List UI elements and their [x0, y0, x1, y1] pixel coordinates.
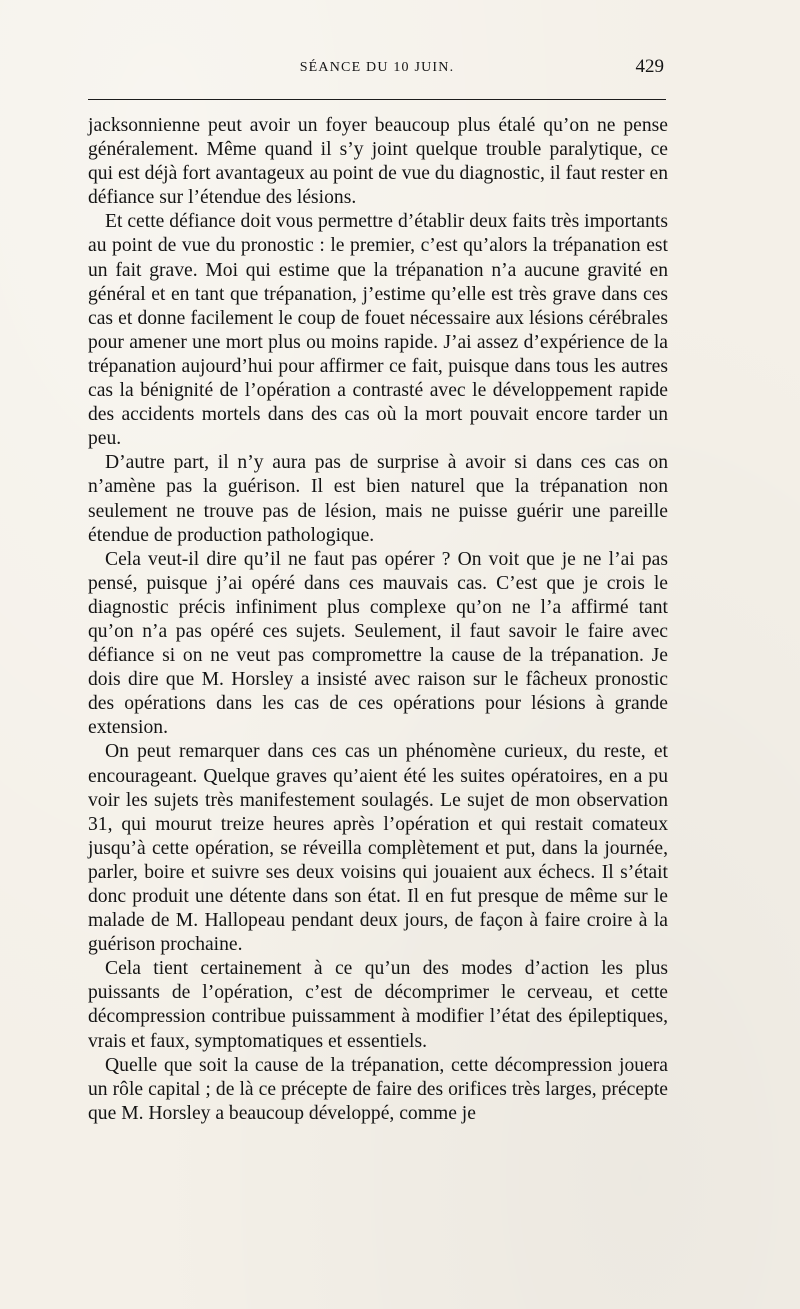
paragraph: Quelle que soit la cause de la trépanation, cette décompression jouera un rôle capital ; de là ce précepte de faire des orifices très larges, précepte que M. Horsley a beaucoup développé, comme je [88, 1054, 668, 1124]
paragraph: On peut remarquer dans ces cas un phénomène curieux, du reste, et encourageant. Quelque graves qu’aient été les suites opératoires, en a pu voir les sujets très manifestement soulagés. Le sujet de mon observation 31, qui mourut treize heures après l’opération et qui restait comateux jusqu’à cette opération, se réveilla complètement et put, dans la journée, parler, boire et suivre ses deux voisins qui jouaient aux échecs. Il s’était donc produit une détente dans son état. Il en fut presque de même sur le malade de M. Hallopeau pendant deux jours, de façon à faire croire à la guérison prochaine. [88, 741, 668, 956]
paragraph: D’autre part, il n’y aura pas de surprise à avoir si dans ces cas on n’amène pas la guérison. Il est bien naturel que la trépanation non seulement ne trouve pas de lésion, mais ne puisse guérir une pareille étendue de production pathologique. [88, 452, 668, 546]
page-number: 429 [635, 56, 664, 77]
page-header [88, 56, 666, 88]
paragraph: Cela tient certainement à ce qu’un des modes d’action les plus puissants de l’opération, c’est de décomprimer le cerveau, et cette décompression contribue puissamment à modifier l’état des épileptiques, vrais et faux, symptomatiques et essentiels. [88, 958, 668, 1052]
body-text [88, 114, 668, 1126]
header-rule [88, 99, 666, 100]
running-head: SÉANCE DU 10 JUIN. [299, 60, 455, 75]
paragraph-continued: jacksonnienne peut avoir un foyer beaucoup plus étalé qu’on ne pense généralement. Même quand il s’y joint quelque trouble paralytique, ce qui est déjà fort avantageux au point de vue du diagnostic, il faut rester en défiance sur l’étendue des lésions. [88, 115, 668, 209]
paragraph: Cela veut-il dire qu’il ne faut pas opérer ? On voit que je ne l’ai pas pensé, puisque j’ai opéré dans ces mauvais cas. C’est que je crois le diagnostic précis infiniment plus complexe qu’on ne l’a affirmé tant qu’on n’a pas opéré ces sujets. Seulement, il faut savoir le faire avec défiance si on ne veut pas compromettre la cause de la trépanation. Je dois dire que M. Horsley a insisté avec raison sur le fâcheux pronostic des opérations dans les cas de ces opérations pour lésions à grande extension. [88, 548, 668, 739]
paragraph: Et cette défiance doit vous permettre d’établir deux faits très importants au point de vue du pronostic : le premier, c’est qu’alors la trépanation est un fait grave. Moi qui estime que la trépanation n’a aucune gravité en général et en tant que trépanation, j’estime qu’elle est très grave dans ces cas et donne facilement le coup de fouet nécessaire aux lésions cérébrales pour amener une mort plus ou moins rapide. J’ai assez d’expérience de la trépanation aujourd’hui pour affirmer ce fait, puisque dans tous les autres cas la bénignité de l’opération a contrasté avec le développement rapide des accidents mortels dans des cas où la mort pouvait encore tarder un peu. [88, 211, 668, 450]
